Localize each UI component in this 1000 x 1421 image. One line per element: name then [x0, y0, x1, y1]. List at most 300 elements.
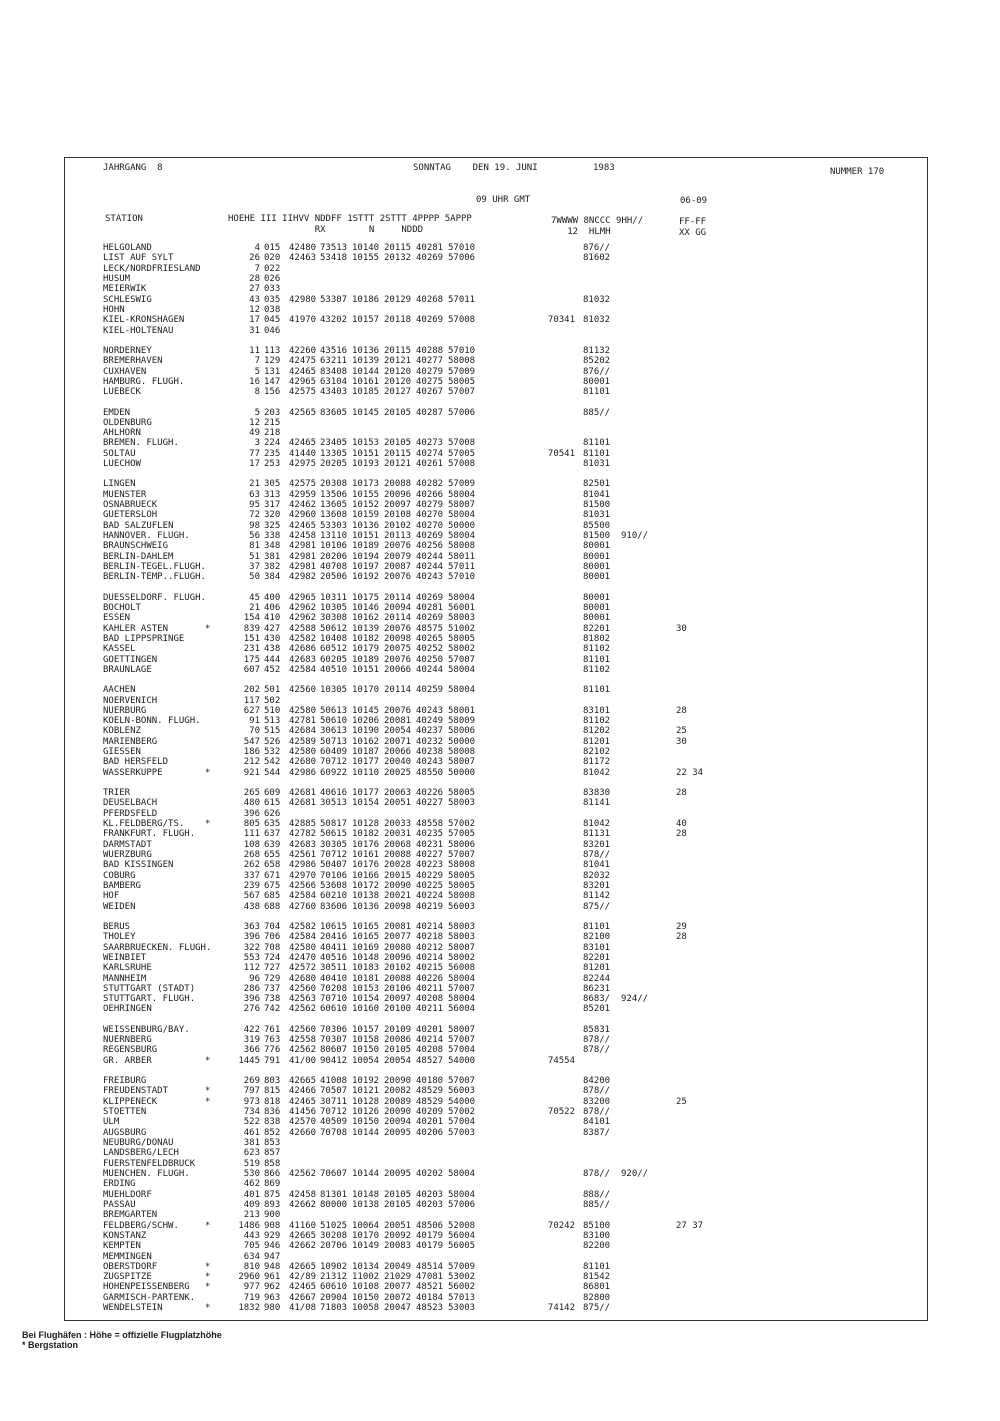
- station-height: 98: [249, 520, 260, 531]
- group-4pppp: 40201: [416, 1117, 444, 1128]
- group-4pppp: 40206: [416, 1127, 444, 1138]
- group-8nccc: 81041: [583, 489, 611, 500]
- station-index: 544: [264, 767, 281, 778]
- station-height: 5: [254, 366, 260, 377]
- station-name: HANNOVER. FLUGH.: [103, 531, 190, 541]
- group-4pppp: 40267: [416, 387, 444, 398]
- group-8nccc: 81141: [583, 798, 611, 809]
- station-index: 818: [264, 1096, 281, 1107]
- group-8nccc: 878//: [583, 1045, 611, 1056]
- station-height: 12: [249, 304, 260, 315]
- group-4pppp: 40288: [416, 345, 444, 356]
- group-8nccc: 888//: [583, 1189, 611, 1200]
- group-1sttt: 10162: [352, 736, 380, 747]
- group-7wwww: 70522: [547, 1107, 575, 1117]
- station-index: 708: [264, 942, 281, 953]
- station-index: 020: [264, 253, 281, 264]
- group-2sttt: 20086: [384, 1035, 412, 1046]
- station-name: WASSERKUPPE: [103, 767, 163, 778]
- group-iihvv: 42981: [289, 541, 317, 552]
- group-nddff: 70306: [320, 1024, 348, 1035]
- station-index: 853: [264, 1138, 281, 1148]
- group-5appp: 57004: [448, 1045, 476, 1056]
- group-2sttt: 20076: [384, 572, 412, 583]
- group-1sttt: 10148: [352, 952, 380, 963]
- station-name: STUTTGART (STADT): [103, 983, 196, 994]
- group-4pppp: 40259: [416, 685, 444, 696]
- group-2sttt: 20121: [384, 356, 412, 367]
- group-iihvv: 42580: [289, 942, 317, 953]
- station-height: 50: [249, 572, 260, 583]
- station-name: CUXHAVEN: [103, 366, 147, 377]
- station-height: 21: [249, 602, 260, 613]
- group-iihvv: 42962: [289, 602, 317, 613]
- group-5appp: 57009: [448, 366, 476, 377]
- group-4pppp: 48529: [416, 1096, 444, 1107]
- group-iihvv: 42458: [289, 1189, 317, 1200]
- station-name: KASSEL: [103, 644, 136, 655]
- station-index: 946: [264, 1241, 281, 1252]
- group-1sttt: 10151: [352, 664, 380, 675]
- group-4pppp: 48558: [416, 819, 444, 829]
- group-1sttt: 10161: [352, 850, 380, 860]
- group-4pppp: 40287: [416, 407, 444, 418]
- group-nddff: 51025: [320, 1220, 348, 1231]
- group-iihvv: 42562: [289, 1004, 317, 1015]
- station-index: 948: [264, 1261, 281, 1272]
- group-2sttt: 20047: [384, 1303, 412, 1314]
- station-height: 269: [243, 1076, 260, 1086]
- group-5appp: 58011: [448, 551, 476, 562]
- group-5appp: 56004: [448, 1004, 476, 1015]
- group-1sttt: 10189: [352, 541, 380, 552]
- group-nddff: 21312: [320, 1272, 348, 1283]
- station-name: SOLTAU: [103, 448, 136, 459]
- station-height: 381: [243, 1138, 260, 1148]
- station-index: 724: [264, 952, 281, 963]
- group-5appp: 57009: [448, 479, 476, 490]
- group-nddff: 70607: [320, 1168, 348, 1179]
- group-4pppp: 40261: [416, 459, 444, 470]
- ff-column-header-line1: FF-FF: [679, 217, 707, 227]
- group-ff-ff: 25: [676, 1096, 687, 1107]
- group-nddff: 53303: [320, 520, 348, 531]
- group-8nccc: 81142: [583, 891, 611, 902]
- mountain-marker: *: [205, 1282, 211, 1293]
- station-name: BOCHOLT: [103, 602, 141, 613]
- station-index: 675: [264, 880, 281, 891]
- group-1sttt: 10154: [352, 994, 380, 1005]
- station-index: 706: [264, 932, 281, 943]
- group-nddff: 60610: [320, 1282, 348, 1293]
- station-index: 776: [264, 1045, 281, 1056]
- group-4pppp: 40211: [416, 983, 444, 994]
- group-5appp: 57005: [448, 829, 476, 840]
- group-ff-ff: 28: [676, 932, 687, 943]
- group-1sttt: 10182: [352, 829, 380, 840]
- station-index: 515: [264, 726, 281, 737]
- group-2sttt: 20096: [384, 952, 412, 963]
- station-height: 438: [243, 901, 260, 912]
- group-nddff: 40411: [320, 942, 348, 953]
- group-1sttt: 10176: [352, 839, 380, 850]
- group-1sttt: 10151: [352, 448, 380, 459]
- group-nddff: 70712: [320, 850, 348, 860]
- station-height: 1832: [238, 1303, 260, 1314]
- group-8nccc: 83830: [583, 788, 611, 798]
- group-8nccc: 81101: [583, 448, 611, 459]
- group-nddff: 43403: [320, 387, 348, 398]
- station-index: 836: [264, 1107, 281, 1117]
- group-8nccc: 8387/: [583, 1127, 611, 1138]
- group-2sttt: 20113: [384, 531, 412, 541]
- station-name: WEINBIET: [103, 952, 147, 963]
- station-height: 522: [243, 1117, 260, 1128]
- group-8nccc: 85100: [583, 1220, 611, 1231]
- station-index: 929: [264, 1230, 281, 1241]
- station-name: HUSUM: [103, 274, 131, 284]
- station-name: STUTTGART. FLUGH.: [103, 994, 196, 1005]
- group-nddff: 10305: [320, 602, 348, 613]
- group-2sttt: 20127: [384, 387, 412, 398]
- station-height: 276: [243, 1004, 260, 1015]
- group-4pppp: 40266: [416, 489, 444, 500]
- group-8nccc: 83201: [583, 839, 611, 850]
- station-name: EMDEN: [103, 407, 131, 418]
- group-8nccc: 80001: [583, 592, 611, 603]
- group-5appp: 58008: [448, 747, 476, 758]
- station-name: BERUS: [103, 921, 131, 932]
- station-index: 438: [264, 644, 281, 655]
- group-8nccc: 885//: [583, 407, 611, 418]
- group-nddff: 30613: [320, 726, 348, 737]
- group-iihvv: 42589: [289, 736, 317, 747]
- group-8nccc: 82201: [583, 952, 611, 963]
- group-iihvv: 41440: [289, 448, 317, 459]
- group-8nccc: 81102: [583, 644, 611, 655]
- group-2sttt: 20118: [384, 315, 412, 326]
- station-height: 567: [243, 891, 260, 902]
- group-nddff: 10311: [320, 592, 348, 603]
- group-8nccc: 876//: [583, 366, 611, 377]
- station-height: 337: [243, 870, 260, 881]
- group-7wwww: 74142: [547, 1303, 575, 1314]
- group-iihvv: 42684: [289, 726, 317, 737]
- station-name: MUENCHEN. FLUGH.: [103, 1168, 190, 1179]
- group-iihvv: 42962: [289, 613, 317, 624]
- group-2sttt: 20076: [384, 541, 412, 552]
- station-height: 112: [243, 963, 260, 974]
- station-column-header: STATION: [105, 214, 143, 224]
- mountain-marker: *: [205, 1055, 211, 1066]
- group-2sttt: 20051: [384, 798, 412, 809]
- group-2sttt: 20066: [384, 747, 412, 758]
- group-4pppp: 40237: [416, 726, 444, 737]
- group-5appp: 58007: [448, 500, 476, 510]
- station-name: NOERVENICH: [103, 695, 158, 706]
- station-height: 634: [243, 1251, 260, 1262]
- station-height: 462: [243, 1179, 260, 1190]
- station-name: HELGOLAND: [103, 243, 152, 253]
- station-name: FELDBERG/SCHW.: [103, 1220, 179, 1231]
- group-8nccc: 83101: [583, 942, 611, 953]
- group-iihvv: 42662: [289, 1241, 317, 1252]
- station-index: 510: [264, 705, 281, 716]
- group-1sttt: 10139: [352, 356, 380, 367]
- group-4pppp: 40279: [416, 500, 444, 510]
- station-height: 607: [243, 664, 260, 675]
- station-index: 033: [264, 284, 281, 295]
- group-iihvv: 42566: [289, 880, 317, 891]
- group-5appp: 58007: [448, 942, 476, 953]
- group-8nccc: 878//: [583, 850, 611, 860]
- group-iihvv: 42260: [289, 345, 317, 356]
- station-index: 763: [264, 1035, 281, 1046]
- group-2sttt: 20080: [384, 942, 412, 953]
- group-nddff: 60409: [320, 747, 348, 758]
- group-iihvv: 42588: [289, 623, 317, 634]
- weather-column-header-line1: 7WWWW 8NCCC 9HH//: [551, 216, 644, 226]
- group-iihvv: 41970: [289, 315, 317, 326]
- group-4pppp: 40215: [416, 963, 444, 974]
- group-2sttt: 20077: [384, 932, 412, 943]
- group-1sttt: 10150: [352, 1292, 380, 1303]
- group-5appp: 57008: [448, 459, 476, 470]
- station-index: 035: [264, 294, 281, 305]
- group-5appp: 58007: [448, 1024, 476, 1035]
- group-nddff: 50817: [320, 819, 348, 829]
- footnote-mountain: * Bergstation: [22, 1340, 79, 1350]
- group-iihvv: 42563: [289, 994, 317, 1005]
- station-index: 875: [264, 1189, 281, 1200]
- station-height: 91: [249, 716, 260, 727]
- group-iihvv: 42683: [289, 839, 317, 850]
- group-5appp: 57006: [448, 407, 476, 418]
- station-index: 046: [264, 325, 281, 336]
- group-8nccc: 875//: [583, 1303, 611, 1314]
- station-name: ZUGSPITZE: [103, 1272, 152, 1283]
- group-2sttt: 20120: [384, 366, 412, 377]
- group-1sttt: 10153: [352, 983, 380, 994]
- station-height: 108: [243, 839, 260, 850]
- station-height: 396: [243, 808, 260, 819]
- station-height: 175: [243, 654, 260, 665]
- station-height: 70: [249, 726, 260, 737]
- station-height: 26: [249, 253, 260, 264]
- group-9hh: 924//: [621, 994, 649, 1005]
- station-index: 738: [264, 994, 281, 1005]
- station-name: BAD HERSFELD: [103, 757, 169, 768]
- group-nddff: 70507: [320, 1086, 348, 1097]
- group-8nccc: 84200: [583, 1076, 611, 1086]
- group-8nccc: 82200: [583, 1241, 611, 1252]
- group-4pppp: 40226: [416, 788, 444, 798]
- group-nddff: 53307: [320, 294, 348, 305]
- group-nddff: 71803: [320, 1303, 348, 1314]
- station-index: 045: [264, 315, 281, 326]
- group-1sttt: 10185: [352, 387, 380, 398]
- group-1sttt: 10144: [352, 1168, 380, 1179]
- station-index: 203: [264, 407, 281, 418]
- group-2sttt: 20102: [384, 520, 412, 531]
- group-iihvv: 42462: [289, 500, 317, 510]
- group-4pppp: 40179: [416, 1241, 444, 1252]
- group-1sttt: 10165: [352, 921, 380, 932]
- group-iihvv: 42665: [289, 1261, 317, 1272]
- station-index: 382: [264, 562, 281, 572]
- group-2sttt: 20049: [384, 1261, 412, 1272]
- station-height: 56: [249, 531, 260, 541]
- station-height: 37: [249, 562, 260, 572]
- group-nddff: 30511: [320, 963, 348, 974]
- group-5appp: 54000: [448, 1055, 476, 1066]
- station-name: NUERBURG: [103, 705, 147, 716]
- group-1sttt: 10206: [352, 716, 380, 727]
- year-label: 1983: [593, 163, 615, 173]
- station-name: GUETERSLOH: [103, 510, 158, 521]
- station-index: 815: [264, 1086, 281, 1097]
- group-2sttt: 20081: [384, 716, 412, 727]
- group-nddff: 50713: [320, 736, 348, 747]
- station-index: 444: [264, 654, 281, 665]
- group-iihvv: 42885: [289, 819, 317, 829]
- group-4pppp: 48550: [416, 767, 444, 778]
- group-2sttt: 21029: [384, 1272, 412, 1283]
- station-name: LIST AUF SYLT: [103, 253, 174, 264]
- footnote-airports: Bei Flughäfen : Höhe = offizielle Flugplatzhöhe: [22, 1330, 222, 1340]
- group-5appp: 58001: [448, 705, 476, 716]
- group-5appp: 58004: [448, 685, 476, 696]
- group-5appp: 58004: [448, 531, 476, 541]
- station-height: 8: [254, 387, 260, 398]
- group-iihvv: 42782: [289, 829, 317, 840]
- station-name: AUGSBURG: [103, 1127, 147, 1138]
- station-name: BREMERHAVEN: [103, 356, 163, 367]
- date-label: SONNTAG DEN 19. JUNI: [413, 163, 538, 173]
- group-5appp: 57006: [448, 1199, 476, 1210]
- station-height: 530: [243, 1168, 260, 1179]
- group-2sttt: 20105: [384, 1199, 412, 1210]
- group-4pppp: 40229: [416, 870, 444, 881]
- group-nddff: 40410: [320, 973, 348, 984]
- station-height: 2960: [238, 1272, 260, 1283]
- station-name: FRANKFURT. FLUGH.: [103, 829, 196, 840]
- station-name: KOBLENZ: [103, 726, 141, 737]
- station-height: 519: [243, 1158, 260, 1169]
- group-iihvv: 42986: [289, 860, 317, 871]
- station-name: BAD LIPPSPRINGE: [103, 633, 185, 644]
- group-4pppp: 40270: [416, 520, 444, 531]
- group-5appp: 57011: [448, 294, 476, 305]
- station-index: 513: [264, 716, 281, 727]
- group-1sttt: 10145: [352, 407, 380, 418]
- group-1sttt: 10183: [352, 963, 380, 974]
- group-2sttt: 20063: [384, 788, 412, 798]
- station-name: DEUSELBACH: [103, 798, 158, 809]
- group-2sttt: 20115: [384, 345, 412, 356]
- group-8nccc: 82032: [583, 870, 611, 881]
- group-4pppp: 40265: [416, 633, 444, 644]
- group-4pppp: 40268: [416, 294, 444, 305]
- group-nddff: 41008: [320, 1076, 348, 1086]
- station-name: PFERDSFELD: [103, 808, 158, 819]
- group-nddff: 40708: [320, 562, 348, 572]
- station-name: FREUDENSTADT: [103, 1086, 169, 1097]
- group-nddff: 83606: [320, 901, 348, 912]
- group-8nccc: 85831: [583, 1024, 611, 1035]
- station-name: COBURG: [103, 870, 136, 881]
- station-index: 626: [264, 808, 281, 819]
- weather-column-header-line2: 12 HLMH: [551, 227, 611, 237]
- station-height: 72: [249, 510, 260, 521]
- group-2sttt: 20114: [384, 613, 412, 624]
- group-nddff: 20904: [320, 1292, 348, 1303]
- group-1sttt: 10136: [352, 901, 380, 912]
- group-5appp: 57007: [448, 983, 476, 994]
- station-index: 113: [264, 345, 281, 356]
- group-iihvv: 42558: [289, 1035, 317, 1046]
- group-5appp: 53003: [448, 1303, 476, 1314]
- group-ff-ff: 40: [676, 819, 687, 829]
- group-nddff: 13305: [320, 448, 348, 459]
- group-iihvv: 42465: [289, 1282, 317, 1293]
- station-height: 231: [243, 644, 260, 655]
- group-1sttt: 10160: [352, 1004, 380, 1015]
- station-index: 869: [264, 1179, 281, 1190]
- group-2sttt: 20090: [384, 1076, 412, 1086]
- station-index: 803: [264, 1076, 281, 1086]
- group-8nccc: 81031: [583, 459, 611, 470]
- group-2sttt: 20120: [384, 376, 412, 387]
- group-2sttt: 20129: [384, 294, 412, 305]
- group-5appp: 57013: [448, 1292, 476, 1303]
- group-1sttt: 10148: [352, 1189, 380, 1200]
- group-8nccc: 81101: [583, 921, 611, 932]
- group-2sttt: 20028: [384, 860, 412, 871]
- station-height: 28: [249, 274, 260, 284]
- group-2sttt: 20033: [384, 819, 412, 829]
- group-4pppp: 40243: [416, 705, 444, 716]
- group-nddff: 50615: [320, 829, 348, 840]
- group-4pppp: 40208: [416, 1045, 444, 1056]
- group-5appp: 57010: [448, 345, 476, 356]
- station-height: 202: [243, 685, 260, 696]
- group-iihvv: 42959: [289, 489, 317, 500]
- group-8nccc: 82501: [583, 479, 611, 490]
- station-name: NUERNBERG: [103, 1035, 152, 1046]
- group-4pppp: 40211: [416, 1004, 444, 1015]
- station-height: 212: [243, 757, 260, 768]
- group-4pppp: 40209: [416, 1107, 444, 1117]
- station-height: 1486: [238, 1220, 260, 1231]
- mountain-marker: *: [205, 1261, 211, 1272]
- group-1sttt: 10190: [352, 726, 380, 737]
- group-1sttt: 11002: [352, 1272, 380, 1283]
- station-name: HAMBURG. FLUGH.: [103, 376, 185, 387]
- station-name: BREMGARTEN: [103, 1210, 158, 1221]
- station-index: 609: [264, 788, 281, 798]
- group-2sttt: 20083: [384, 1241, 412, 1252]
- group-8nccc: 81101: [583, 387, 611, 398]
- group-5appp: 57008: [448, 315, 476, 326]
- table-frame: [64, 157, 928, 1321]
- station-height: 77: [249, 448, 260, 459]
- group-2sttt: 20096: [384, 489, 412, 500]
- station-index: 658: [264, 860, 281, 871]
- group-4pppp: 40232: [416, 736, 444, 747]
- group-4pppp: 40244: [416, 562, 444, 572]
- station-height: 51: [249, 551, 260, 562]
